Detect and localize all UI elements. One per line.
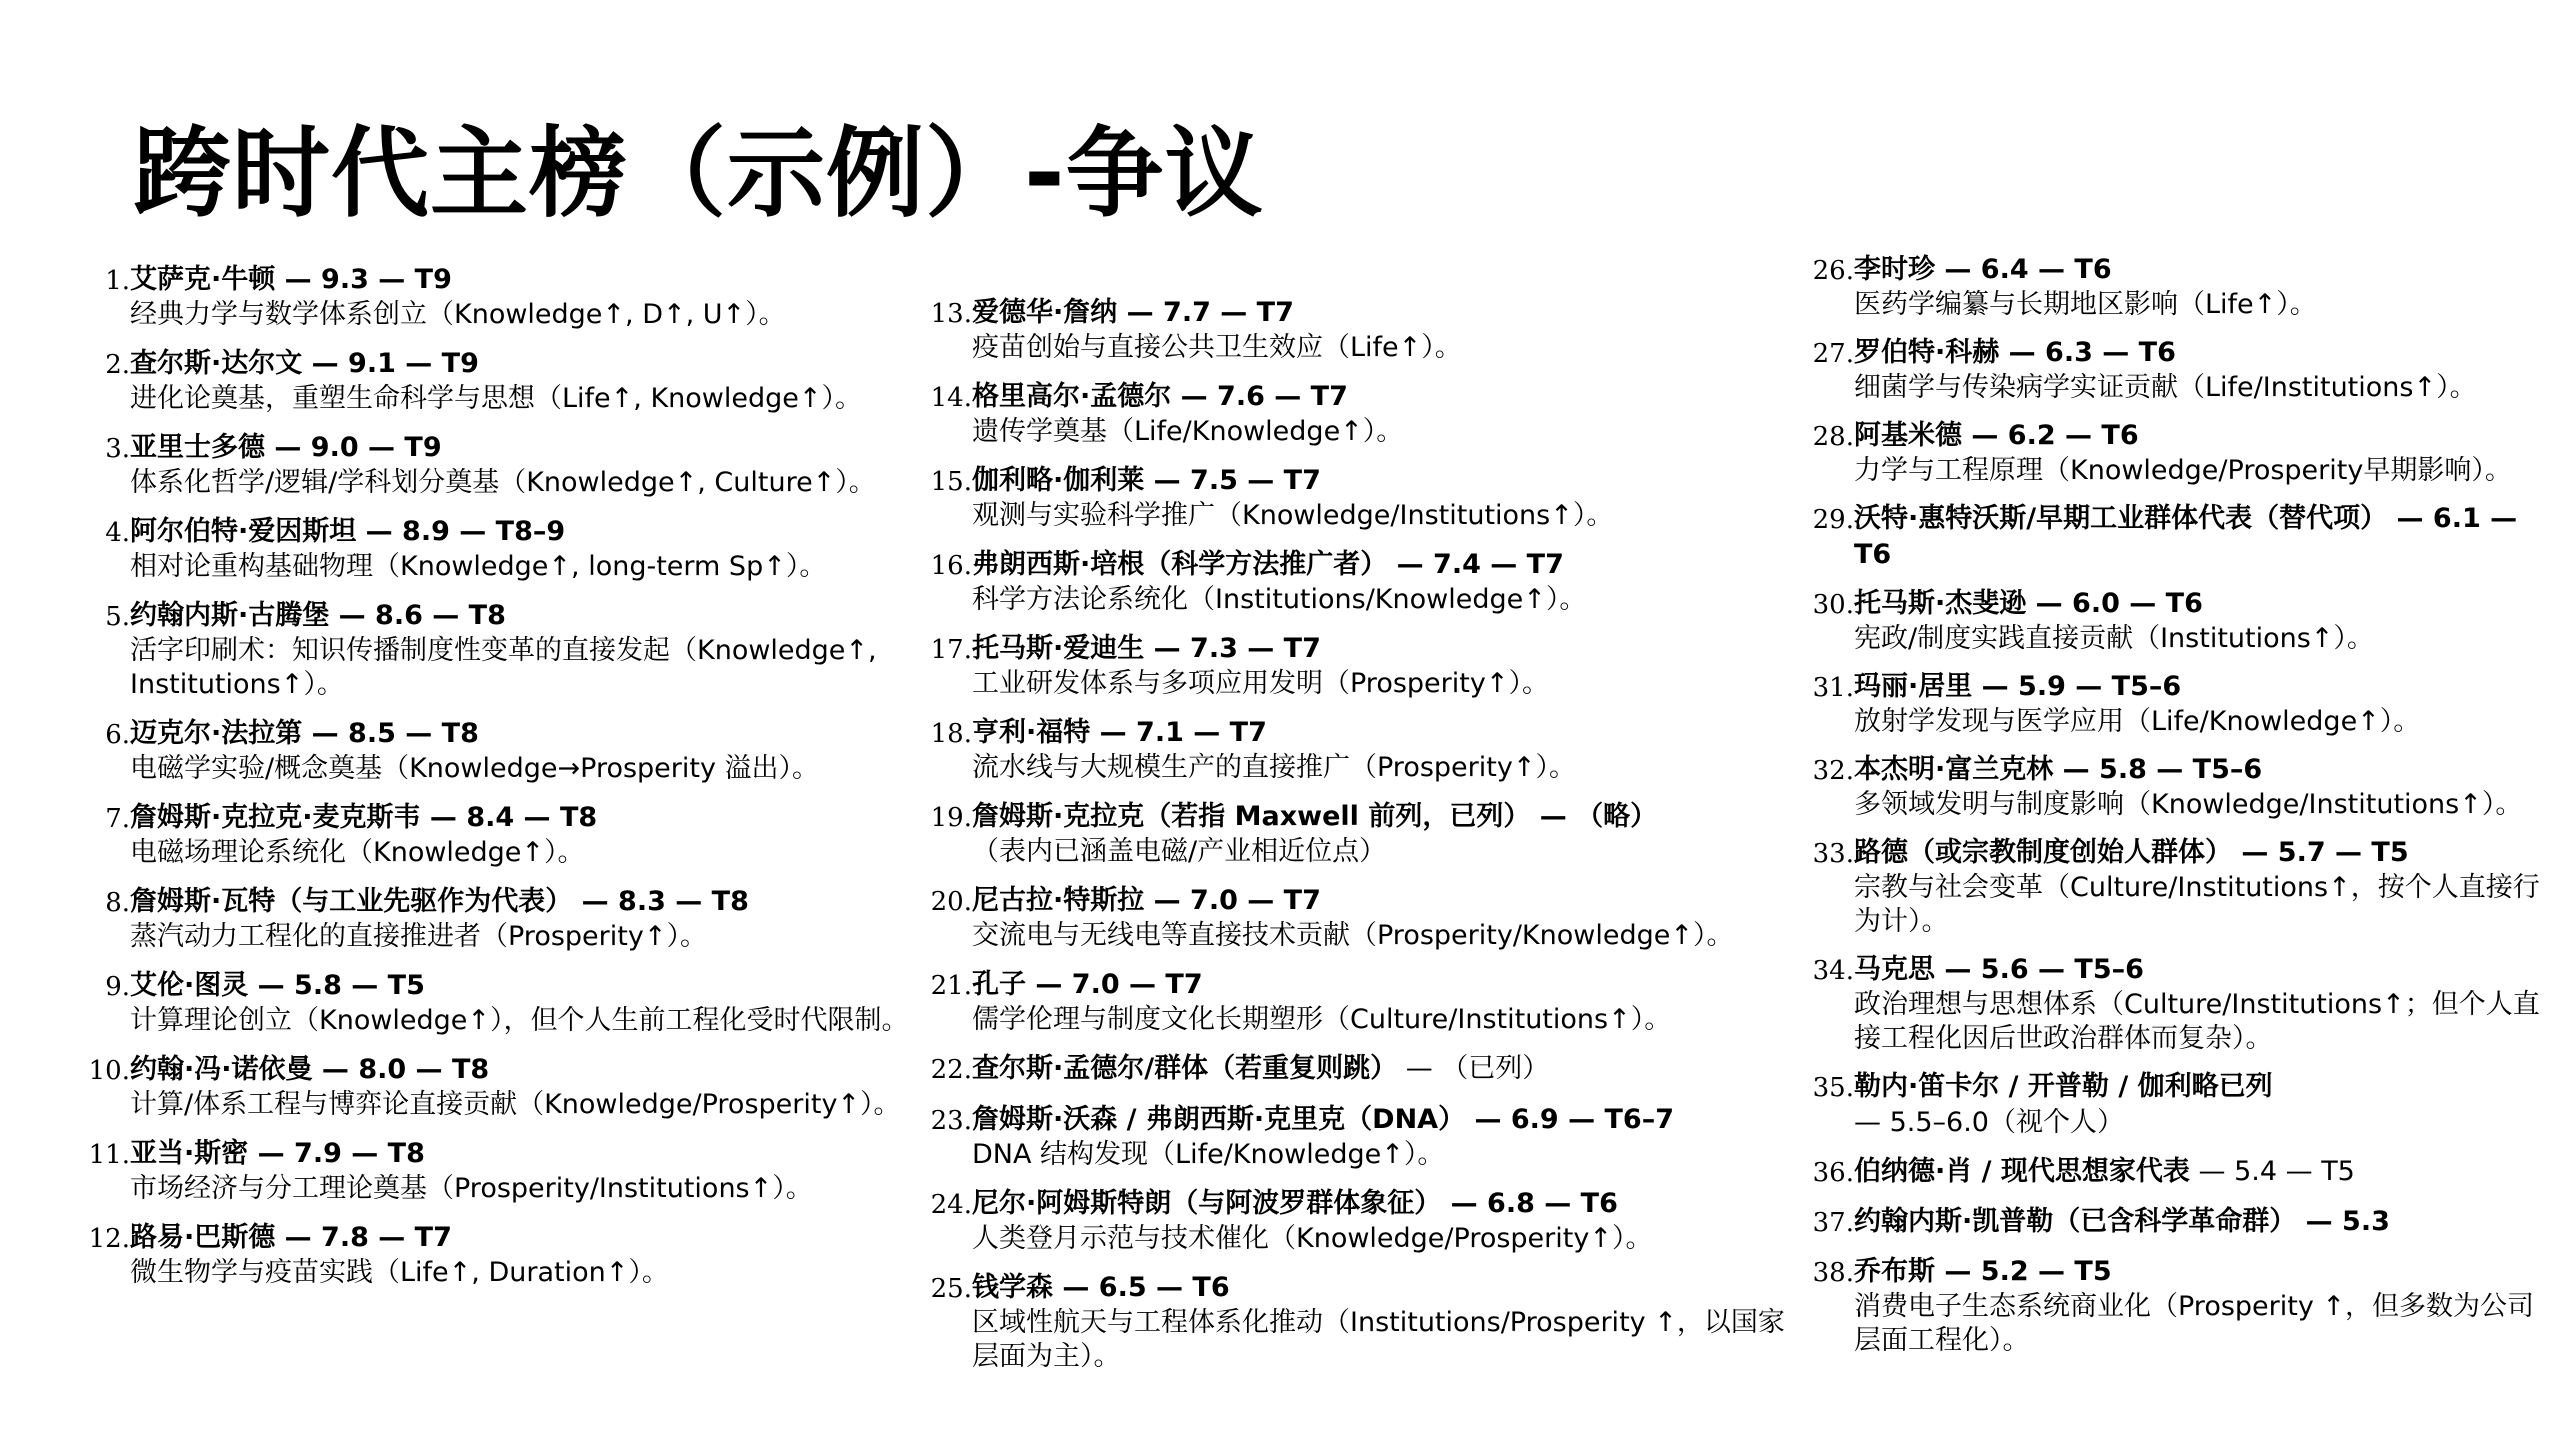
entry-body xyxy=(1854,418,2550,488)
ranking-entry xyxy=(928,967,1798,1037)
ranking-entry xyxy=(88,884,928,954)
entry-heading xyxy=(972,799,1798,835)
entry-body xyxy=(972,463,1798,533)
entry-heading-main: 詹姆斯·瓦特（与工业先驱作为代表） — 8.3 — T8 xyxy=(130,886,749,917)
entry-heading-main: 马克思 — 5.6 — T5–6 xyxy=(1854,954,2144,985)
entry-heading-main: 詹姆斯·克拉克（若指 Maxwell 前列，已列） — （略） xyxy=(972,801,1658,832)
entry-body xyxy=(1854,586,2550,656)
entry-number: 28. xyxy=(1812,422,1854,452)
entry-heading xyxy=(972,295,1798,331)
entry-number: 22. xyxy=(930,1055,972,1085)
entry-heading-main: 亚里士多德 — 9.0 — T9 xyxy=(130,432,442,463)
entry-heading-main: 沃特·惠特沃斯/早期工业群体代表（替代项） — 6.1 — T6 xyxy=(1854,503,2518,570)
ranking-entry xyxy=(1810,1069,2550,1141)
entry-body xyxy=(130,884,928,954)
entry-body xyxy=(1854,669,2550,739)
entry-heading-main: 爱德华·詹纳 — 7.7 — T7 xyxy=(972,297,1294,328)
entry-number: 6. xyxy=(105,720,130,750)
entry-body xyxy=(1854,952,2550,1056)
entry-heading-note: — 5.5–6.0（视个人） xyxy=(1854,1107,2124,1138)
entry-body xyxy=(972,547,1798,617)
entry-description: 遗传学奠基（Life/Knowledge↑）。 xyxy=(972,416,1404,447)
entry-number: 12. xyxy=(88,1224,130,1254)
entry-description: 电磁学实验/概念奠基（Knowledge→Prosperity 溢出）。 xyxy=(130,753,820,784)
entry-body xyxy=(130,346,928,416)
entry-number: 8. xyxy=(105,888,130,918)
entry-heading-main: 艾伦·图灵 — 5.8 — T5 xyxy=(130,970,425,1001)
entry-description: 活字印刷术：知识传播制度性变革的直接发起（Knowledge↑, Institutions↑）。 xyxy=(130,635,877,700)
ranking-entry xyxy=(1810,335,2550,405)
entry-description: 科学方法论系统化（Institutions/Knowledge↑）。 xyxy=(972,584,1587,615)
entry-heading-main: 伯纳德·肖 / 现代思想家代表 xyxy=(1854,1156,2190,1187)
entry-heading-note: — 5.4 — T5 xyxy=(2189,1156,2355,1187)
entry-heading xyxy=(130,1136,928,1172)
entry-heading-main: 尼古拉·特斯拉 — 7.0 — T7 xyxy=(972,885,1321,916)
slide-title: 跨时代主榜（示例）-争议 xyxy=(133,117,1264,231)
entry-body xyxy=(1854,1204,2550,1240)
entry-heading-main: 孔子 — 7.0 — T7 xyxy=(972,969,1203,1000)
entry-heading xyxy=(130,1220,928,1256)
entry-heading-main: 詹姆斯·克拉克·麦克斯韦 — 8.4 — T8 xyxy=(130,802,598,833)
ranking-entry xyxy=(1810,1154,2550,1191)
entry-description: 细菌学与传染病学实证贡献（Life/Institutions↑）。 xyxy=(1854,372,2477,403)
ranking-entry xyxy=(928,1051,1798,1088)
entry-heading xyxy=(972,1051,1798,1087)
ranking-entry xyxy=(928,883,1798,953)
ranking-entry xyxy=(928,631,1798,701)
entry-number: 34. xyxy=(1812,956,1854,986)
entry-heading xyxy=(972,967,1798,1003)
entry-heading-main: 亨利·福特 — 7.1 — T7 xyxy=(972,717,1267,748)
entry-heading xyxy=(1854,1204,2550,1240)
entry-description: 观测与实验科学推广（Knowledge/Institutions↑）。 xyxy=(972,500,1614,531)
ranking-entry xyxy=(928,1102,1798,1172)
entry-number: 36. xyxy=(1812,1158,1854,1188)
entry-heading xyxy=(1854,669,2550,705)
entry-heading xyxy=(1854,1154,2550,1190)
ranking-entry xyxy=(1810,669,2550,739)
entry-description: 宪政/制度实践直接贡献（Institutions↑）。 xyxy=(1854,623,2374,654)
entry-heading xyxy=(1854,1069,2550,1141)
entry-description: 蒸汽动力工程化的直接推进者（Prosperity↑）。 xyxy=(130,921,707,952)
entry-number: 25. xyxy=(930,1274,972,1304)
entry-description: 放射学发现与医学应用（Life/Knowledge↑）。 xyxy=(1854,706,2421,737)
entry-heading-main: 路易·巴斯德 — 7.8 — T7 xyxy=(130,1222,452,1253)
entry-body xyxy=(1854,752,2550,822)
entry-description: 区域性航天与工程体系化推动（Institutions/Prosperity ↑，以国家层面为主）。 xyxy=(972,1307,1785,1372)
entry-body xyxy=(972,379,1798,449)
entry-heading xyxy=(130,968,928,1004)
ranking-entry xyxy=(1810,501,2550,573)
entry-heading xyxy=(130,884,928,920)
entry-body xyxy=(972,1270,1798,1374)
entry-number: 37. xyxy=(1812,1208,1854,1238)
entry-description: 体系化哲学/逻辑/学科划分奠基（Knowledge↑, Culture↑）。 xyxy=(130,467,876,498)
entry-heading-main: 伽利略·伽利莱 — 7.5 — T7 xyxy=(972,465,1321,496)
entry-body xyxy=(130,1052,928,1122)
entry-number: 33. xyxy=(1812,839,1854,869)
ranking-entry xyxy=(928,379,1798,449)
entry-number: 26. xyxy=(1812,256,1854,286)
entry-heading-main: 迈克尔·法拉第 — 8.5 — T8 xyxy=(130,718,479,749)
entry-description: 宗教与社会变革（Culture/Institutions↑，按个人直接行为计）。 xyxy=(1854,872,2540,937)
entry-heading-main: 约翰内斯·凯普勒（已含科学革命群） — 5.3 xyxy=(1854,1206,2390,1237)
entry-number: 29. xyxy=(1812,505,1854,535)
entry-description: 经典力学与数学体系创立（Knowledge↑, D↑, U↑）。 xyxy=(130,299,786,330)
entry-number: 11. xyxy=(88,1140,130,1170)
entry-description: 流水线与大规模生产的直接推广（Prosperity↑）。 xyxy=(972,752,1576,783)
entry-heading-main: 亚当·斯密 — 7.9 — T8 xyxy=(130,1138,425,1169)
entry-body xyxy=(1854,252,2550,322)
entry-body xyxy=(1854,1254,2550,1358)
entry-body xyxy=(972,883,1798,953)
ranking-entry xyxy=(88,346,928,416)
ranking-entry xyxy=(1810,418,2550,488)
entry-heading xyxy=(130,262,928,298)
entry-heading xyxy=(1854,752,2550,788)
entry-heading-main: 艾萨克·牛顿 — 9.3 — T9 xyxy=(130,264,452,295)
entry-number: 16. xyxy=(930,551,972,581)
entry-body xyxy=(972,1051,1798,1087)
entry-number: 18. xyxy=(930,719,972,749)
entry-description: （表内已涵盖电磁/产业相近位点） xyxy=(972,836,1387,867)
ranking-column-3 xyxy=(1810,252,2550,1371)
entry-heading xyxy=(972,1270,1798,1306)
entry-number: 19. xyxy=(930,803,972,833)
entry-heading xyxy=(130,1052,928,1088)
entry-body xyxy=(972,631,1798,701)
entry-heading-note: — （已列） xyxy=(1397,1053,1550,1084)
entry-body xyxy=(972,295,1798,365)
entry-number: 3. xyxy=(105,434,130,464)
entry-heading-main: 路德（或宗教制度创始人群体） — 5.7 — T5 xyxy=(1854,837,2409,868)
ranking-entry xyxy=(88,716,928,786)
ranking-entry xyxy=(88,1220,928,1290)
entry-heading-main: 李时珍 — 6.4 — T6 xyxy=(1854,254,2112,285)
entry-heading-main: 尼尔·阿姆斯特朗（与阿波罗群体象征） — 6.8 — T6 xyxy=(972,1188,1618,1219)
entry-heading-main: 查尔斯·孟德尔/群体（若重复则跳） xyxy=(972,1053,1398,1084)
entry-heading xyxy=(1854,501,2550,573)
entry-heading xyxy=(1854,952,2550,988)
entry-number: 35. xyxy=(1812,1073,1854,1103)
entry-description: 力学与工程原理（Knowledge/Prosperity早期影响）。 xyxy=(1854,455,2512,486)
entry-heading-main: 托马斯·杰斐逊 — 6.0 — T6 xyxy=(1854,588,2203,619)
ranking-entry xyxy=(88,1136,928,1206)
entry-number: 21. xyxy=(930,971,972,1001)
entry-description: 市场经济与分工理论奠基（Prosperity/Institutions↑）。 xyxy=(130,1173,813,1204)
entry-description: 政治理想与思想体系（Culture/Institutions↑；但个人直接工程化因后世政治群体而复杂）。 xyxy=(1854,989,2540,1054)
entry-heading-main: 勒内·笛卡尔 / 开普勒 / 伽利略已列 xyxy=(1854,1071,2273,1102)
ranking-entry xyxy=(1810,1204,2550,1241)
entry-heading xyxy=(130,346,928,382)
entry-number: 4. xyxy=(105,518,130,548)
entry-body xyxy=(972,799,1798,869)
entry-body xyxy=(972,967,1798,1037)
entry-description: 微生物学与疫苗实践（Life↑, Duration↑）。 xyxy=(130,1257,669,1288)
entry-number: 7. xyxy=(105,804,130,834)
entry-heading xyxy=(972,631,1798,667)
entry-description: 儒学伦理与制度文化长期塑形（Culture/Institutions↑）。 xyxy=(972,1004,1672,1035)
ranking-entry xyxy=(88,968,928,1038)
entry-body xyxy=(130,430,928,500)
entry-heading xyxy=(1854,835,2550,871)
ranking-entry xyxy=(88,514,928,584)
entry-number: 27. xyxy=(1812,339,1854,369)
entry-number: 14. xyxy=(930,383,972,413)
entry-body xyxy=(130,514,928,584)
entry-heading-main: 托马斯·爱迪生 — 7.3 — T7 xyxy=(972,633,1321,664)
entry-body xyxy=(130,968,928,1038)
entry-heading-main: 乔布斯 — 5.2 — T5 xyxy=(1854,1256,2112,1287)
entry-body xyxy=(1854,1069,2550,1141)
entry-heading xyxy=(1854,1254,2550,1290)
entry-body xyxy=(130,1136,928,1206)
entry-number: 32. xyxy=(1812,756,1854,786)
ranking-entry xyxy=(88,1052,928,1122)
entry-number: 30. xyxy=(1812,590,1854,620)
entry-description: 工业研发体系与多项应用发明（Prosperity↑）。 xyxy=(972,668,1549,699)
ranking-entry xyxy=(88,598,928,702)
entry-heading xyxy=(130,598,928,634)
entry-heading xyxy=(972,1186,1798,1222)
entry-number: 1. xyxy=(105,266,130,296)
entry-heading xyxy=(972,715,1798,751)
ranking-entry xyxy=(928,1186,1798,1256)
entry-heading-main: 钱学森 — 6.5 — T6 xyxy=(972,1272,1230,1303)
entry-body xyxy=(1854,835,2550,939)
ranking-entry xyxy=(928,295,1798,365)
entry-number: 17. xyxy=(930,635,972,665)
entry-heading xyxy=(972,1102,1798,1138)
entry-body xyxy=(1854,1154,2550,1190)
entry-heading-main: 玛丽·居里 — 5.9 — T5–6 xyxy=(1854,671,2182,702)
ranking-entry xyxy=(1810,1254,2550,1358)
entry-body xyxy=(972,1186,1798,1256)
entry-body xyxy=(1854,335,2550,405)
ranking-entry xyxy=(928,1270,1798,1374)
entry-heading xyxy=(130,800,928,836)
entry-number: 38. xyxy=(1812,1258,1854,1288)
entry-description: 相对论重构基础物理（Knowledge↑, long-term Sp↑）。 xyxy=(130,551,827,582)
entry-heading xyxy=(1854,418,2550,454)
entry-description: 计算理论创立（Knowledge↑），但个人生前工程化受时代限制。 xyxy=(130,1005,909,1036)
entry-number: 23. xyxy=(930,1106,972,1136)
entry-body xyxy=(972,1102,1798,1172)
entry-description: 人类登月示范与技术催化（Knowledge/Prosperity↑）。 xyxy=(972,1223,1653,1254)
entry-heading-main: 阿尔伯特·爱因斯坦 — 8.9 — T8–9 xyxy=(130,516,566,547)
entry-heading xyxy=(972,463,1798,499)
entry-body xyxy=(130,800,928,870)
ranking-entry xyxy=(1810,752,2550,822)
entry-heading-main: 约翰内斯·古腾堡 — 8.6 — T8 xyxy=(130,600,506,631)
entry-body xyxy=(130,716,928,786)
entry-number: 5. xyxy=(105,602,130,632)
entry-heading-main: 本杰明·富兰克林 — 5.8 — T5–6 xyxy=(1854,754,2263,785)
entry-heading xyxy=(130,514,928,550)
entry-number: 20. xyxy=(930,887,972,917)
entry-heading-main: 罗伯特·科赫 — 6.3 — T6 xyxy=(1854,337,2176,368)
ranking-entry xyxy=(1810,586,2550,656)
entry-description: 电磁场理论系统化（Knowledge↑）。 xyxy=(130,837,585,868)
entry-body xyxy=(130,598,928,702)
entry-number: 31. xyxy=(1812,673,1854,703)
entry-description: 多领域发明与制度影响（Knowledge/Institutions↑）。 xyxy=(1854,789,2523,820)
entry-description: 疫苗创始与直接公共卫生效应（Life↑）。 xyxy=(972,332,1462,363)
entry-heading xyxy=(972,547,1798,583)
entry-heading xyxy=(972,379,1798,415)
entry-number: 10. xyxy=(88,1056,130,1086)
ranking-column-1 xyxy=(88,262,928,1304)
entry-description: 计算/体系工程与博弈论直接贡献（Knowledge/Prosperity↑）。 xyxy=(130,1089,901,1120)
entry-heading xyxy=(130,430,928,466)
ranking-entry xyxy=(88,800,928,870)
entry-heading-main: 查尔斯·达尔文 — 9.1 — T9 xyxy=(130,348,479,379)
entry-body xyxy=(130,1220,928,1290)
entry-description: 进化论奠基，重塑生命科学与思想（Life↑, Knowledge↑）。 xyxy=(130,383,862,414)
entry-heading xyxy=(1854,335,2550,371)
entry-heading-main: 阿基米德 — 6.2 — T6 xyxy=(1854,420,2139,451)
entry-description: DNA 结构发现（Life/Knowledge↑）。 xyxy=(972,1139,1445,1170)
entry-heading-main: 詹姆斯·沃森 / 弗朗西斯·克里克（DNA） — 6.9 — T6–7 xyxy=(972,1104,1674,1135)
ranking-entry xyxy=(928,799,1798,869)
entry-number: 24. xyxy=(930,1190,972,1220)
ranking-entry xyxy=(1810,952,2550,1056)
entry-heading-main: 弗朗西斯·培根（科学方法推广者） — 7.4 — T7 xyxy=(972,549,1564,580)
ranking-entry xyxy=(1810,252,2550,322)
entry-heading xyxy=(1854,252,2550,288)
ranking-entry xyxy=(88,430,928,500)
entry-body xyxy=(972,715,1798,785)
ranking-column-2 xyxy=(928,295,1798,1388)
entry-heading-main: 格里高尔·孟德尔 — 7.6 — T7 xyxy=(972,381,1348,412)
entry-heading xyxy=(1854,586,2550,622)
entry-number: 9. xyxy=(105,972,130,1002)
ranking-entry xyxy=(928,547,1798,617)
entry-heading xyxy=(130,716,928,752)
entry-heading-main: 约翰·冯·诺依曼 — 8.0 — T8 xyxy=(130,1054,490,1085)
ranking-entry xyxy=(928,463,1798,533)
entry-body xyxy=(1854,501,2550,573)
entry-description: 医药学编纂与长期地区影响（Life↑）。 xyxy=(1854,289,2317,320)
entry-heading xyxy=(972,883,1798,919)
ranking-entry xyxy=(88,262,928,332)
entry-number: 2. xyxy=(105,350,130,380)
ranking-entry xyxy=(928,715,1798,785)
entry-description: 消费电子生态系统商业化（Prosperity ↑，但多数为公司层面工程化）。 xyxy=(1854,1291,2535,1356)
entry-body xyxy=(130,262,928,332)
entry-number: 13. xyxy=(930,299,972,329)
entry-description: 交流电与无线电等直接技术贡献（Prosperity/Knowledge↑）。 xyxy=(972,920,1734,951)
entry-number: 15. xyxy=(930,467,972,497)
ranking-entry xyxy=(1810,835,2550,939)
